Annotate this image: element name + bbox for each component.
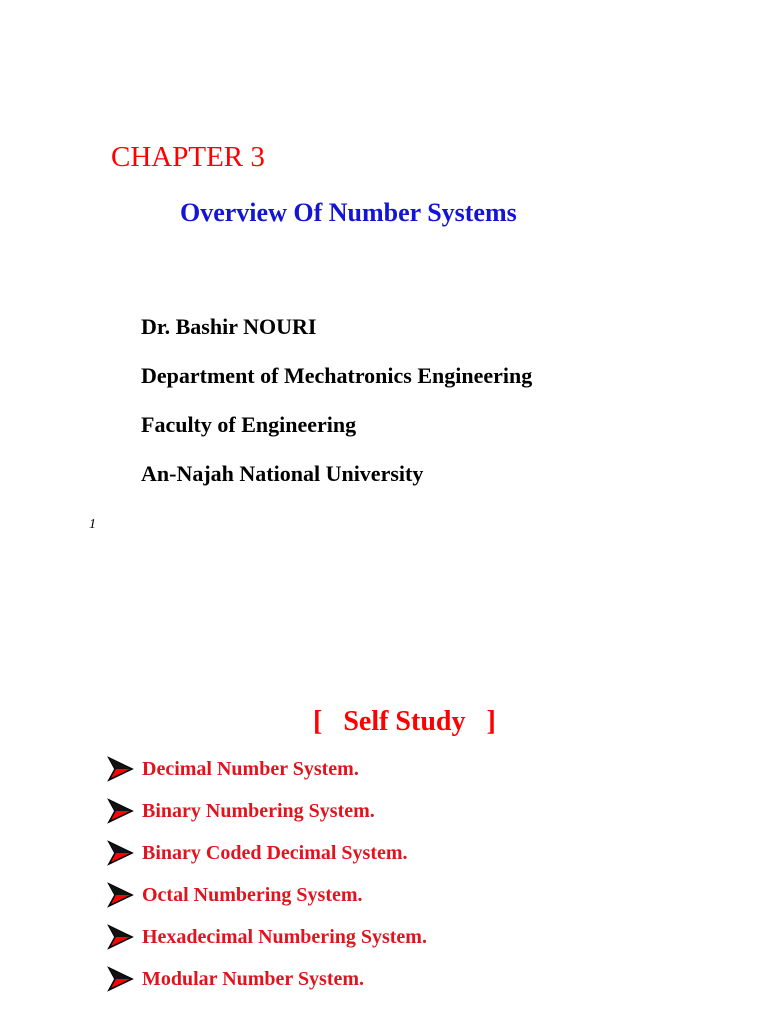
author-faculty: Faculty of Engineering: [141, 412, 357, 437]
topic-label: Modular Number System.: [142, 968, 365, 990]
author-block: [141, 302, 532, 498]
topic-label: Hexadecimal Numbering System.: [142, 926, 427, 948]
topic-label: Decimal Number System.: [142, 758, 359, 780]
arrow-bullet-icon: [106, 839, 142, 867]
arrow-bullet-icon-graphic: [106, 881, 142, 909]
author-name: Dr. Bashir NOURI: [141, 314, 317, 339]
list-item: [106, 916, 427, 958]
arrow-bullet-icon-graphic: [106, 797, 142, 825]
self-study-heading: [ Self Study ]: [313, 706, 496, 737]
chapter-heading: CHAPTER 3: [111, 141, 265, 173]
author-university: An-Najah National University: [141, 461, 424, 486]
arrow-bullet-icon: [106, 797, 142, 825]
arrow-bullet-icon-graphic: [106, 755, 142, 783]
arrow-bullet-icon-graphic: [106, 839, 142, 867]
list-item: [106, 874, 427, 916]
arrow-bullet-icon-graphic: [106, 965, 142, 993]
chapter-subtitle: Overview Of Number Systems: [180, 198, 517, 227]
topic-label: Binary Numbering System.: [142, 800, 375, 822]
arrow-bullet-icon: [106, 755, 142, 783]
topic-label: Binary Coded Decimal System.: [142, 842, 408, 864]
list-item: [106, 832, 427, 874]
list-item: [106, 958, 427, 1000]
arrow-bullet-icon: [106, 881, 142, 909]
page-number: 1: [89, 517, 96, 532]
arrow-bullet-icon-graphic: [106, 923, 142, 951]
topic-label: Octal Numbering System.: [142, 884, 363, 906]
arrow-bullet-icon: [106, 923, 142, 951]
arrow-bullet-icon: [106, 965, 142, 993]
author-department: Department of Mechatronics Engineering: [141, 363, 533, 388]
list-item: [106, 748, 427, 790]
topic-list: [106, 748, 427, 1000]
list-item: [106, 790, 427, 832]
